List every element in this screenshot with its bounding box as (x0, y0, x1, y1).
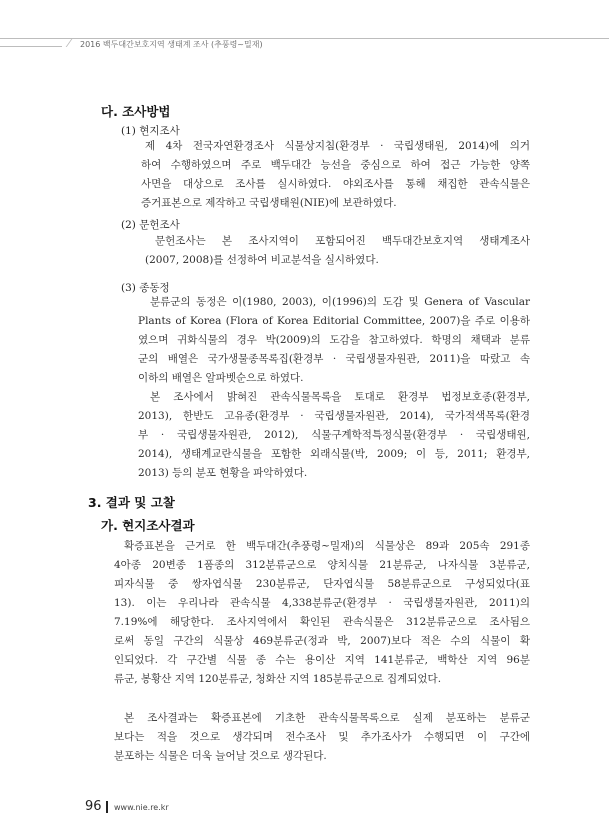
text-line: 분포하는 식물은 더욱 늘어날 것으로 생각된다. (114, 750, 327, 762)
paragraph-identification-1 (138, 293, 530, 388)
text-line: 피자식물 중 쌍자엽식물 230분류군, 단자엽식물 58분류군으로 구성되었다(표 (114, 578, 530, 590)
text-line: 증거표본으로 제작하고 국립생태원(NIE)에 보관하였다. (141, 197, 397, 209)
text-line: 4아종 20변종 1품종의 312분류군으로 양치식물 21분류군, 나자식물 3분류군, (114, 559, 530, 571)
text-line: 본 조사에서 밝혀진 관속식물목록을 토대로 환경부 법정보호종(환경부, (150, 391, 530, 403)
text-line: 7.19%에 해당한다. 조사지역에서 확인된 관속식물은 312분류군으로 조사됨으 (114, 616, 530, 628)
text-line: 분류군의 동정은 이(1980, 2003), 이(1996)의 도감 및 Genera of Vascular (150, 296, 530, 308)
text-line: (2007, 2008)를 선정하여 비교분석을 실시하였다. (145, 254, 379, 266)
subsection-title-field-results: 가. 현지조사결과 (101, 518, 195, 533)
text-line: 2013) 등의 분포 현황을 파악하였다. (138, 467, 308, 479)
subheading-literature-survey: (2) 문헌조사 (121, 219, 180, 231)
paragraph-identification-2 (138, 388, 530, 483)
text-line: 문헌조사는 본 조사지역이 포함되어진 백두대간보호지역 생태계조사 (155, 235, 530, 247)
subheading-field-survey: (1) 현지조사 (121, 125, 180, 137)
footer-url: www.nie.re.kr (114, 803, 169, 812)
header-title: 2016 백두대간보호지역 생태계 조사 (추풍령~밀재) (80, 40, 263, 49)
text-line: 이하의 배열은 알파벳순으로 하였다. (138, 372, 304, 384)
text-line: 였으며 귀화식물의 경우 박(2009)의 도감을 참고하였다. 학명의 채택과 분류 (138, 334, 530, 346)
text-line: 2013), 한반도 고유종(환경부 · 국립생물자원관, 2014), 국가적색목록(환경 (138, 410, 530, 422)
paragraph-literature-survey (145, 232, 530, 270)
text-line: 확증표본을 근거로 한 백두대간(추풍령~밀재)의 식물상은 89과 205속 291종 (124, 540, 530, 552)
text-line: 군의 배열은 국가생물종목록집(환경부 · 국립생물자원관, 2011)을 따랐고 속 (138, 353, 530, 365)
text-line: 부 · 국립생물자원관, 2012), 식물구계학적특정식물(환경부 · 국립생태원, (138, 429, 530, 441)
text-line: 류군, 봉황산 지역 120분류군, 청화산 지역 185분류군으로 집계되었다. (114, 673, 442, 685)
text-line: 제 4차 전국자연환경조사 식물상지침(환경부 · 국립생태원, 2014)에 의거 (145, 140, 530, 152)
text-line: 본 조사결과는 확증표본에 기초한 관속식물목록으로 실제 분포하는 분류군 (124, 712, 530, 724)
text-line: 로써 동일 구간의 식물상 469분류군(정과 박, 2007)보다 적은 수의 식물이 확 (114, 635, 530, 647)
subheading-identification: (3) 종동정 (121, 282, 170, 294)
text-line: 보다는 적을 것으로 생각되며 전수조사 및 추가조사가 수행되면 이 구간에 (114, 731, 530, 743)
footer-divider (106, 801, 108, 813)
text-line: Plants of Korea (Flora of Korea Editorial Committee, 2007)을 주로 이용하 (138, 315, 530, 327)
section-title-results: 3. 결과 및 고찰 (88, 495, 175, 510)
text-line: 13). 이는 우리나라 관속식물 4,338분류군(환경부 · 국립생물자원관, 2011)의 (114, 597, 530, 609)
paragraph-results-1 (114, 537, 530, 689)
text-line: 인되었다. 각 구간별 식물 종 수는 용이산 지역 141분류군, 백학산 지역 96분 (114, 654, 530, 666)
page-number: 96 (85, 799, 102, 814)
paragraph-field-survey (141, 137, 530, 213)
text-line: 하여 수행하였으며 주로 백두대간 능선을 중심으로 하여 접근 가능한 양쪽 (141, 159, 530, 171)
text-line: 사면을 대상으로 조사를 실시하였다. 야외조사를 통해 채집한 관속식물은 (141, 178, 530, 190)
text-line: 2014), 생태계교란식물을 포함한 외래식물(박, 2009; 이 등, 2011; 환경부, (138, 448, 530, 460)
section-title-methods: 다. 조사방법 (101, 104, 171, 119)
paragraph-results-2 (114, 709, 530, 766)
